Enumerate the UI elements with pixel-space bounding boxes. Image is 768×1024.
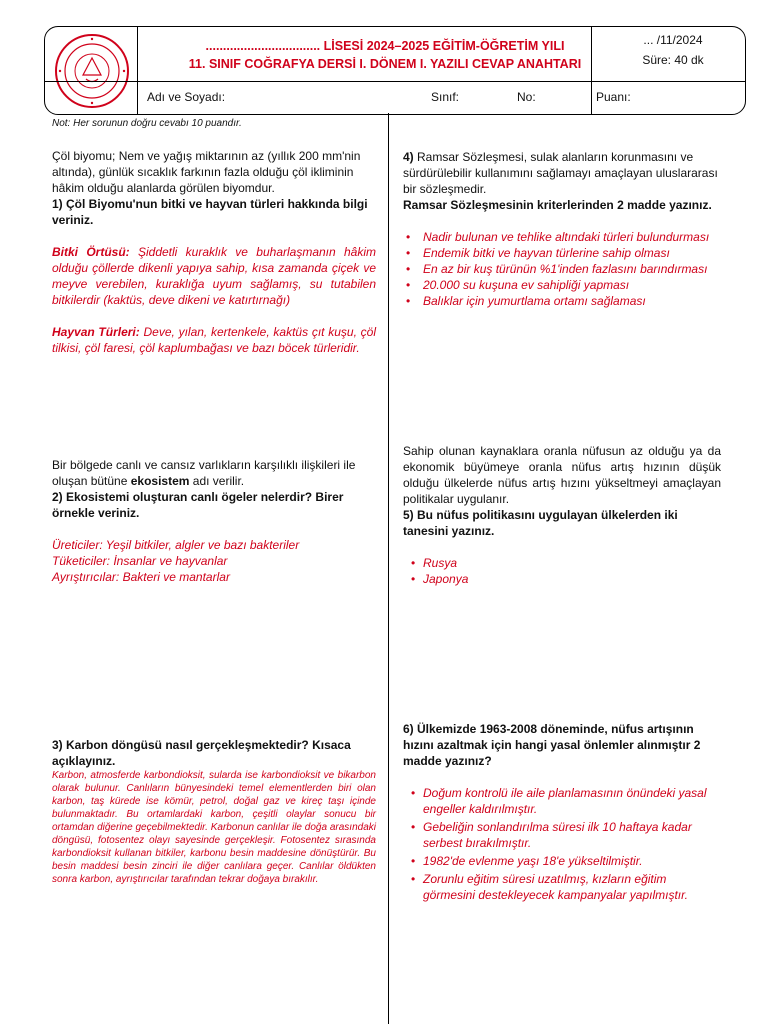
q1-animal-text: Deve, yılan, kertenkele, kaktüs çıt kuşu, çöl tilkisi, çöl faresi, çöl kaplumbağası ve bazı böcek türleridir. xyxy=(52,325,376,355)
q4-answer: • Endemik bitki ve hayvan türlerine sahip olması xyxy=(403,245,721,261)
divider-logo xyxy=(137,27,138,114)
q6-answer: • 1982'de evlenme yaşı 18'e yükseltilmiştir. xyxy=(411,853,721,869)
q1-plant-text: Şiddetli kuraklık ve buharlaşmanın hâkim olduğu çöllerde dikenli yapıya sahip, kısa zamanda çiçek ve meyve verebilen, kuraklığa uyum sağlamış, su tutabilen bitkilerdir (kaktüs, deve dikeni ve katırtırnağı) xyxy=(52,245,377,307)
question-3-block xyxy=(52,737,376,886)
question-1-block xyxy=(52,148,376,356)
question-5-block xyxy=(403,443,721,587)
q5-intro: Sahip olunan kaynaklara oranla nüfusun az olduğu ya da ekonomik büyümeye oranla nüfus artış hızının düşük olduğu ülkelerde nüfus artış hızını yükseltmeyi amaçlayan politikalar uygulanır. xyxy=(403,444,721,506)
q4-answer-list xyxy=(403,229,721,309)
q4-question: Ramsar Sözleşmesinin kriterlerinden 2 madde yazınız. xyxy=(403,198,712,212)
q4-intro xyxy=(403,149,721,197)
q4-answer: • Balıklar için yumurtlama ortamı sağlaması xyxy=(403,293,721,309)
q5-answer: • Rusya xyxy=(411,555,721,571)
q2-intro-end: adı verilir. xyxy=(189,474,245,488)
q1-intro: Çöl biyomu; Nem ve yağış miktarının az (yıllık 200 mm'nin altında), günlük sıcaklık farkının fazla olduğu çöl ikliminin hâkim olduğu alanlarda görülen biyomdur. xyxy=(52,149,361,195)
question-2-block xyxy=(52,457,376,585)
exam-title-line1: ................................. LİSESİ 2024–2025 EĞİTİM-ÖĞRETİM YILI xyxy=(205,39,565,53)
q1-plant-answer xyxy=(52,244,376,308)
q6-answer: • Zorunlu eğitim süresi uzatılmış, kızların eğitim görmesini destekleyecek kampanyalar yapılmıştır. xyxy=(411,871,721,903)
note-text: Not: Her sorunun doğru cevabı 10 puandır. xyxy=(52,118,242,129)
q2-question: 2) Ekosistemi oluşturan canlı ögeler nelerdir? Birer örnekle veriniz. xyxy=(52,490,344,520)
q5-answer: • Japonya xyxy=(411,571,721,587)
q1-animal-label: Hayvan Türleri: xyxy=(52,325,140,339)
q4-answer: • 20.000 su kuşuna ev sahipliği yapması xyxy=(403,277,721,293)
q6-answer: • Gebeliğin sonlandırılma süresi ilk 10 haftaya kadar serbest bırakılmıştır. xyxy=(411,819,721,851)
q4-intro-text: Ramsar Sözleşmesi, sulak alanların korunmasını ve sürdürülebilir kullanımını sağlamayı amaçlayan uluslararası bir sözleşmedir. xyxy=(403,150,718,196)
q2-intro-bold: ekosistem xyxy=(130,474,190,488)
q2-intro-text: Bir bölgede canlı ve cansız varlıkların karşılıklı ilişkileri ile oluşan bütüne xyxy=(52,458,356,488)
q4-answer: • Nadir bulunan ve tehlike altındaki türleri bulundurması xyxy=(403,229,721,245)
number-label: No: xyxy=(517,90,536,104)
class-label: Sınıf: xyxy=(431,90,460,104)
q1-plant-label: Bitki Örtüsü: xyxy=(52,245,130,259)
q4-number: 4) xyxy=(403,150,414,164)
q2-intro xyxy=(52,457,376,489)
name-label: Adı ve Soyadı: xyxy=(147,90,226,104)
q6-answer-list xyxy=(403,785,721,903)
q4-answer: • En az bir kuş türünün %1'inden fazlasını barındırması xyxy=(403,261,721,277)
q3-question: 3) Karbon döngüsü nasıl gerçekleşmektedir? Kısaca açıklayınız. xyxy=(52,738,351,768)
exam-duration: Süre: 40 dk xyxy=(642,53,704,67)
header-divider xyxy=(45,81,745,82)
q1-animal-answer xyxy=(52,324,376,356)
score-label: Puanı: xyxy=(596,90,631,104)
q6-answer: • Doğum kontrolü ile aile planlamasının önündeki yasal engeller kaldırılmıştır. xyxy=(411,785,721,817)
q1-question: 1) Çöl Biyomu'nun bitki ve hayvan türleri hakkında bilgi veriniz. xyxy=(52,197,368,227)
q3-answer: Karbon, atmosferde karbondioksit, sularda ise karbondioksit ve bikarbon olarak bulunur. Canlıların bünyesindeki temel elementlerden biri olan karbon, taş kürede ise kömür, petrol, doğal gaz ve kireç taşı içinde bulunmaktadır. Bu ortamlardaki karbon, çeşitli olaylar sonucu bir ortamdan diğerine geçebilmektedir. Karbonun canlılar ile doğa arasındaki döngüsü, fotosentez olayı sayesinde gerçekleşir. Fotosentez sırasında karbondioksit kullanan bitkiler, karbonu besin maddesine dönüştürür. Bu besin maddesi besin zinciri ile diğer canlılara geçer. Canlılar öldükten sonra karbon, ayrıştırıcılar tarafından tekrar doğaya bırakılır. xyxy=(52,770,376,885)
ministry-logo-icon xyxy=(54,33,130,109)
exam-date: ... /11/2024 xyxy=(643,33,703,47)
q2-answer: Ayrıştırıcılar: Bakteri ve mantarlar xyxy=(52,570,230,584)
column-divider xyxy=(388,113,389,1024)
header-box xyxy=(44,26,746,115)
divider-date xyxy=(591,27,592,114)
question-4-block xyxy=(403,149,721,309)
q5-question: 5) Bu nüfus politikasını uygulayan ülkelerden iki tanesini yazınız. xyxy=(403,508,678,538)
q2-answer: Üreticiler: Yeşil bitkiler, algler ve bazı bakteriler xyxy=(52,538,300,552)
q6-question: 6) Ülkemizde 1963-2008 döneminde, nüfus artışının hızını azaltmak için hangi yasal önlemler alınmıştır 2 madde yazınız? xyxy=(403,722,701,768)
exam-title-line2: 11. SINIF COĞRAFYA DERSİ I. DÖNEM I. YAZILI CEVAP ANAHTARI xyxy=(188,57,582,71)
q5-answer-list xyxy=(403,555,721,587)
q2-answer: Tüketiciler: İnsanlar ve hayvanlar xyxy=(52,554,228,568)
question-6-block xyxy=(403,721,721,903)
